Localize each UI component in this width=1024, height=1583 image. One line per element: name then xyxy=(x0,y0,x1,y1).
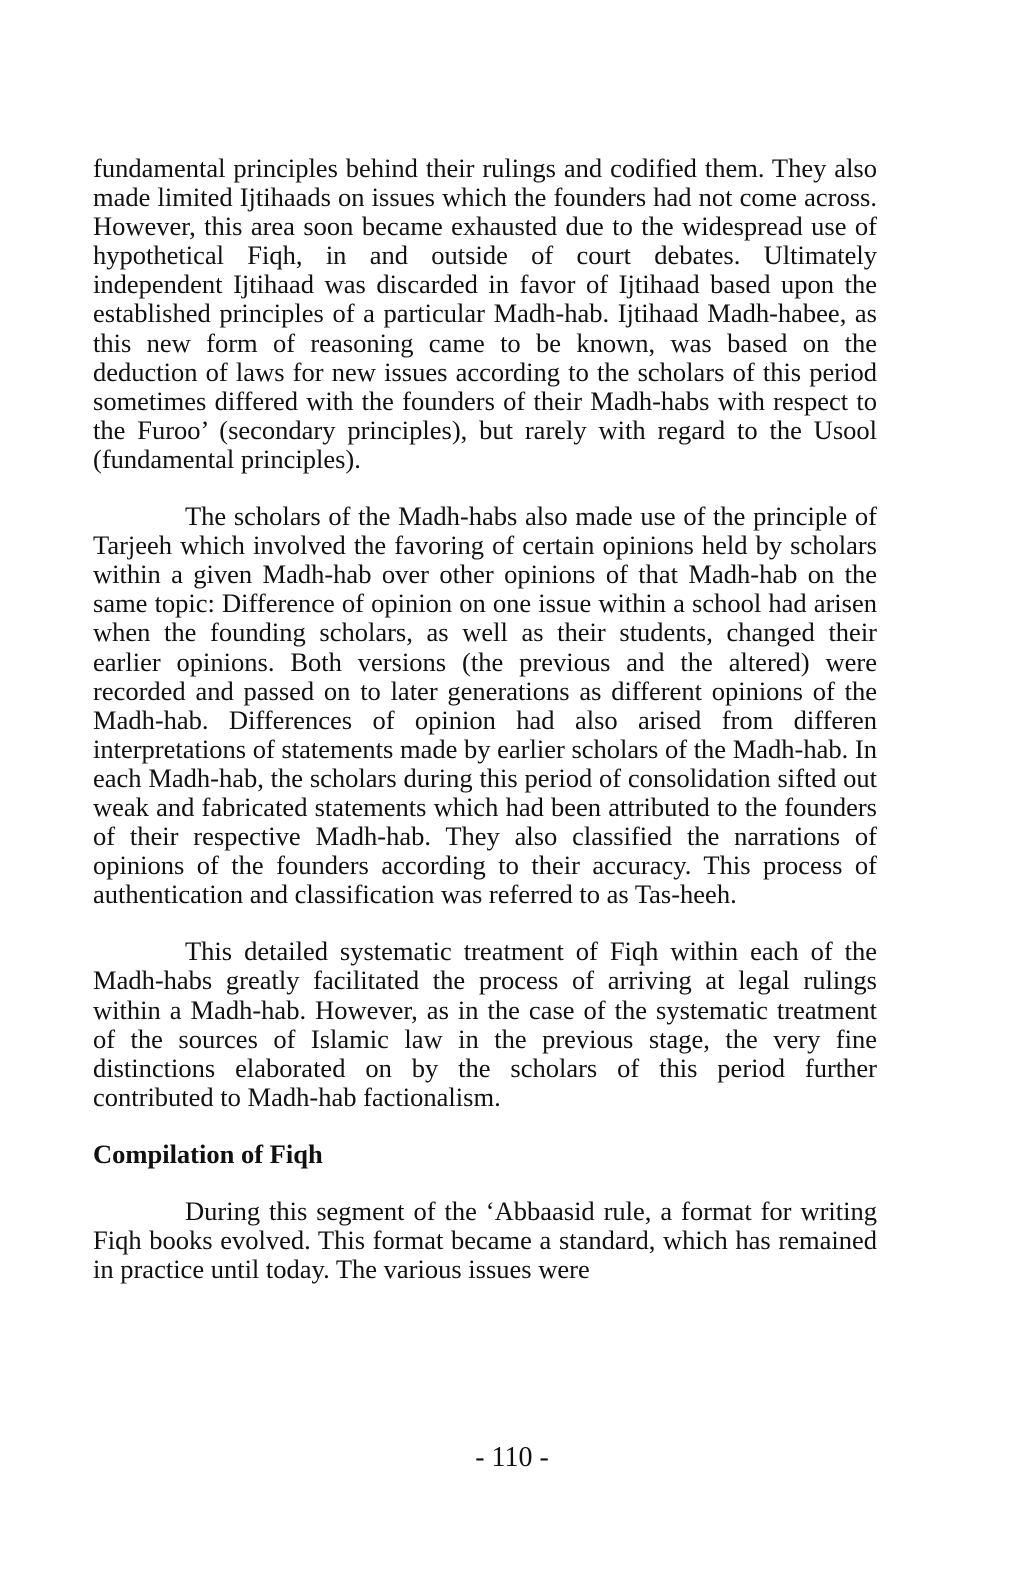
paragraph-continued: fundamental principles behind their rulings and codified them. They also made limited Ijtihaads on issues which the founders had not come across. However, this area soon became exhausted due to the widespread use of hypothetical Fiqh, in and outside of court debates. Ultimately independent Ijtihaad was discarded in favor of Ijtihaad based upon the established principles of a particular Madh-hab. Ijtihaad Madh-habee, as this new form of reasoning came to be known, was based on the deduction of laws for new issues according to the scholars of this period sometimes differed with the founders of their Madh-habs with respect to the Furoo’ (secondary principles), but rarely with regard to the Usool (fundamental principles). xyxy=(93,153,877,474)
paragraph-spacer xyxy=(93,474,877,502)
paragraph-spacer xyxy=(93,1169,877,1197)
page-number: - 110 - xyxy=(475,1442,549,1473)
page-body xyxy=(93,154,877,1284)
paragraph-spacer xyxy=(93,909,877,937)
section-heading: Compilation of Fiqh xyxy=(93,1138,323,1169)
paragraph-spacer xyxy=(93,1112,877,1140)
paragraph-tarjeeh: The scholars of the Madh-habs also made use of the principle of Tarjeeh which involved the favoring of certain opinions held by scholars within a given Madh-hab over other opinions of that Madh-hab on the same topic: Difference of opinion on one issue within a school had arisen when the founding scholars, as well as their students, changed their earlier opinions. Both versions (the previous and the altered) were recorded and passed on to later generations as different opinions of the Madh-hab. Differences of opinion had also arised from differen interpretations of statements made by earlier scholars of the Madh-hab. In each Madh-hab, the scholars during this period of consolidation sifted out weak and fabricated statements which had been attributed to the founders of their respective Madh-hab. They also classified the narrations of opinions of the founders according to their accuracy. This process of authentication and classification was referred to as Tas-heeh. xyxy=(93,501,877,910)
paragraph-compilation: During this segment of the ‘Abbaasid rule, a format for writing Fiqh books evolved. This format became a standard, which has remained in practice until today. The various issues were xyxy=(93,1196,877,1285)
paragraph-systematic-treatment: This detailed systematic treatment of Fiqh within each of the Madh-habs greatly facilitated the process of arriving at legal rulings within a Madh-hab. However, as in the case of the systematic treatment of the sources of Islamic law in the previous stage, the very fine distinctions elaborated on by the scholars of this period further contributed to Madh-hab factionalism. xyxy=(93,936,877,1112)
